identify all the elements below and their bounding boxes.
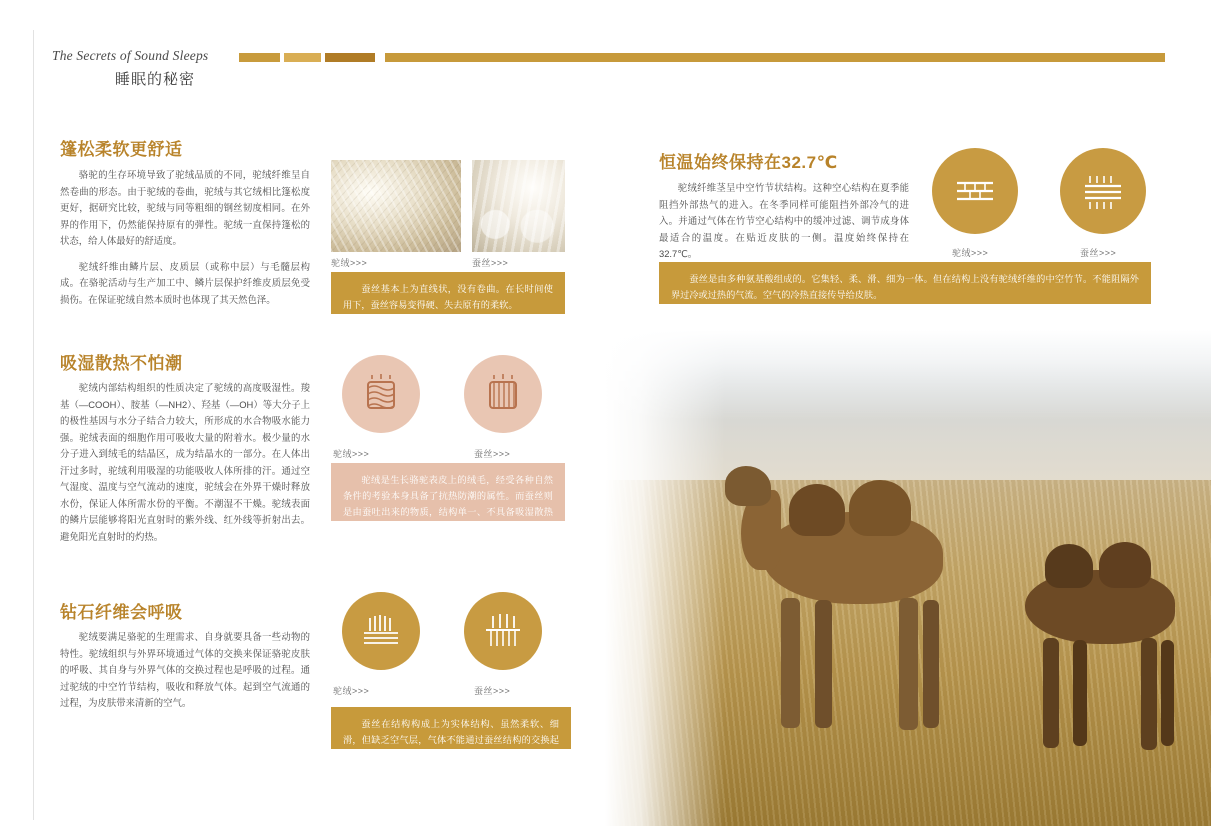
note-breathe bbox=[331, 707, 571, 777]
header-bar-2 bbox=[284, 53, 321, 62]
photo-caption-camel: 驼绒>>> bbox=[331, 258, 368, 268]
hollow-tube-icon bbox=[950, 166, 1000, 216]
section-title-temp: 恒温始终保持在32.7℃ bbox=[659, 153, 838, 172]
header-bar-1 bbox=[239, 53, 280, 62]
header-bar-3 bbox=[325, 53, 375, 62]
section-title-moisture: 吸湿散热不怕潮 bbox=[60, 354, 183, 373]
page-title-cn: 睡眠的秘密 bbox=[115, 71, 196, 88]
note-text: 驼绒是生长骆驼表皮上的绒毛，经受各种自然条件的考验本身具备了抗热防潮的属性。而蚕丝则是由蚕吐出来的物质，结构单一、不具备吸湿散热的功能。 bbox=[343, 475, 553, 533]
camel-secondary bbox=[995, 526, 1195, 766]
note-text: 蚕丝是由多种氨基酸组成的。它集轻、柔、滑、细为一体。但在结构上没有驼绒纤维的中空竹节。不能阻隔外界过冷或过热的气流。空气的冷热直接传导给皮肤。 bbox=[671, 274, 1139, 300]
paragraph: 驼绒内部结构组织的性质决定了驼绒的高度吸湿性。羧基（—COOH）、胺基（—NH2）、羟基（—OH）等大分子上的极性基因与水分子结合力较大，所形成的水合物吸水能力强。驼绒表面的细胞作用可吸收大量的附着水。极少量的水分子进入到绒毛的结晶区，成为结晶水的一部分。在人体出汗过多时，驼绒利用吸湿的功能吸收人体所排的汗。通过空气湿度、温度与空气流动的速度，驼绒会在外界干燥时释放水份，保证人体所需水份的平衡。不潮湿不干燥。驼绒表面的鳞片层能够将阳光直射时的紫外线、红外线等折射出去。避免阳光直射时的灼热。 bbox=[60, 382, 310, 542]
section-title-breathe: 钻石纤维会呼吸 bbox=[60, 603, 183, 622]
section-body-breathe bbox=[60, 629, 310, 712]
photo-caption-silk: 蚕丝>>> bbox=[472, 258, 509, 268]
icon-beaker-line-circle bbox=[464, 355, 542, 433]
icon-diamond-weave-circle bbox=[342, 592, 420, 670]
photo-camels bbox=[605, 330, 1211, 826]
diamond-weave-icon bbox=[358, 608, 404, 654]
note-text: 蚕丝在结构构成上为实体结构、虽然柔软、细滑，但缺乏空气层，气体不能通过蚕丝结构的交换起到流通、呼吸效果。蚕丝在透气性上远不及驼绒纤维。 bbox=[343, 719, 559, 777]
header-bar-4 bbox=[385, 53, 1165, 62]
paragraph: 骆驼的生存环境导致了驼绒品质的不同，驼绒纤维呈自然卷曲的形态。由于驼绒的卷曲，驼绒与其它绒相比篷松度更好，据研究比较，驼绒与同等粗细的钢丝韧度相同。在外界的作用下，仍然能保持原有的弹性。驼绒一直保持篷松的状态，给人体最好的舒适度。 bbox=[60, 169, 310, 246]
icon-caption-camel-temp: 驼绒>>> bbox=[952, 248, 989, 258]
left-rule bbox=[33, 30, 34, 820]
note-text: 蚕丝基本上为直线状，没有卷曲。在长时间使用下，蚕丝容易变得硬、失去原有的柔软。 bbox=[343, 284, 553, 310]
paragraph: 驼绒要满足骆驼的生理需求、自身就要具备一些动物的特性。驼绒组织与外界环境通过气体的交换来保证骆驼皮肤的呼吸、其自身与外界气体的交换过程也是呼吸的过程。通过驼绒的中空竹节结构，吸收和释放气体。起到空气流通的过程，为皮肤带来清新的空气。 bbox=[60, 631, 310, 708]
icon-hollow-tube-circle bbox=[932, 148, 1018, 234]
icon-solid-line-circle bbox=[1060, 148, 1146, 234]
icon-beaker-wave-circle bbox=[342, 355, 420, 433]
beaker-line-icon bbox=[481, 372, 525, 416]
solid-line-icon bbox=[1078, 166, 1128, 216]
photo-camel-wool bbox=[331, 160, 461, 252]
icon-caption-camel-moisture: 驼绒>>> bbox=[333, 449, 370, 459]
icon-caption-silk-temp: 蚕丝>>> bbox=[1080, 248, 1117, 258]
photo-fade-top bbox=[605, 330, 1211, 420]
comb-line-icon bbox=[480, 608, 526, 654]
note-temp bbox=[659, 262, 1151, 304]
icon-caption-silk-moisture: 蚕丝>>> bbox=[474, 449, 511, 459]
note-soft bbox=[331, 272, 565, 314]
paragraph: 驼绒纤维茎呈中空竹节状结构。这种空心结构在夏季能阻挡外部热气的进入。在冬季同样可能阻挡外部冷气的进入。并通过气体在竹节空心结构中的缓冲过滤、调节成身体最适合的温度。在贴近皮肤的一侧。温度始终保持在32.7℃。 bbox=[659, 182, 909, 259]
page-title-en: The Secrets of Sound Sleeps bbox=[52, 48, 209, 63]
section-body-temp bbox=[659, 180, 909, 263]
icon-caption-silk-breathe: 蚕丝>>> bbox=[474, 686, 511, 696]
camel-main bbox=[723, 450, 983, 750]
icon-comb-line-circle bbox=[464, 592, 542, 670]
note-moisture bbox=[331, 463, 565, 533]
photo-silk bbox=[472, 160, 565, 252]
section-title-soft: 篷松柔软更舒适 bbox=[60, 140, 183, 159]
section-body-moisture bbox=[60, 380, 310, 545]
paragraph: 驼绒纤维由鳞片层、皮质层（或称中层）与毛髓层构成。在骆驼活动与生产加工中、鳞片层保护纤维皮质层免受损伤。在保证驼绒自然本质时也体现了其天然色泽。 bbox=[60, 260, 310, 305]
section-body-soft bbox=[60, 167, 310, 308]
beaker-wave-icon bbox=[359, 372, 403, 416]
icon-caption-camel-breathe: 驼绒>>> bbox=[333, 686, 370, 696]
